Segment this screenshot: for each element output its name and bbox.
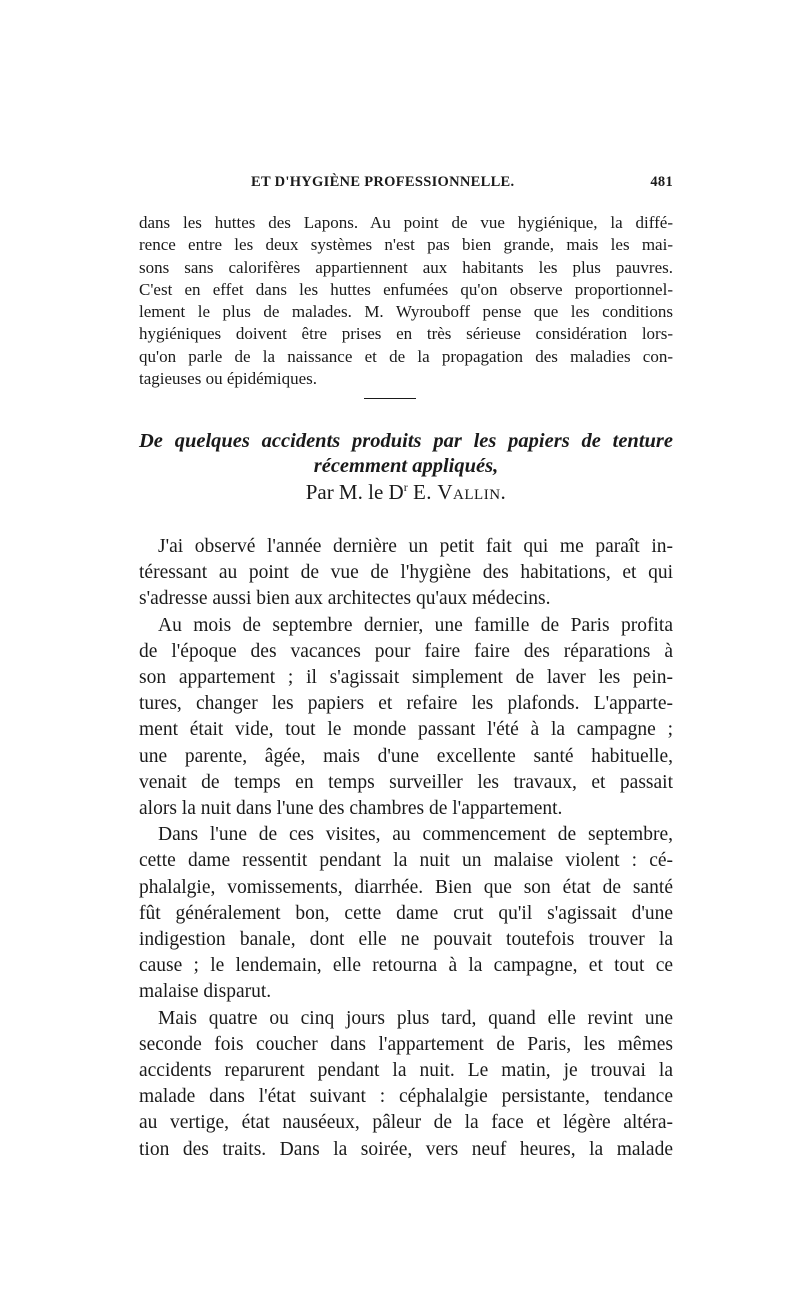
paragraph xyxy=(139,822,673,1005)
text-line: malaise disparut. xyxy=(139,981,272,1003)
text-line: J'ai observé l'année dernière un petit fait qui me paraît in- xyxy=(158,536,673,557)
text-line: C'est en effet dans les huttes enfumées qu'on observe proportionnel- xyxy=(139,279,673,299)
text-line: venait de temps en temps surveiller les travaux, et passait xyxy=(139,771,673,793)
text-line: Dans l'une de ces visites, au commencement de septembre, xyxy=(158,824,673,846)
text-line: tion des traits. Dans la soirée, vers neuf heures, la malade xyxy=(139,1138,673,1160)
text-line: s'adresse aussi bien aux architectes qu'aux médecins. xyxy=(139,588,551,610)
article-body xyxy=(139,534,673,1163)
article-byline xyxy=(139,480,673,505)
text-line: qu'on parle de la naissance et de la propagation des maladies con- xyxy=(139,346,673,366)
paragraph xyxy=(139,534,673,613)
article-title-line: récemment appliqués, xyxy=(313,455,499,477)
text-line: phalalgie, vomissements, diarrhée. Bien que son état de santé xyxy=(139,876,673,898)
author-name: E. Vallin. xyxy=(412,480,507,504)
text-line: une parente, âgée, mais d'une excellente santé habituelle, xyxy=(139,745,673,767)
text-line: indigestion banale, dont elle ne pouvait toutefois trouver la xyxy=(139,929,673,951)
text-line: fût généralement bon, cette dame crut qu'il s'agissait d'une xyxy=(139,902,673,924)
text-line: cause ; le lendemain, elle retourna à la campagne, et tout ce xyxy=(139,955,673,977)
text-line: lement le plus de malades. M. Wyrouboff pense que les conditions xyxy=(139,302,673,322)
text-line: Mais quatre ou cinq jours plus tard, quand elle revint une xyxy=(158,1007,673,1029)
page-number: 481 xyxy=(650,174,673,190)
text-line: alors la nuit dans l'une des chambres de l'appartement. xyxy=(139,798,563,820)
text-line: seconde fois coucher dans l'appartement de Paris, les mêmes xyxy=(139,1033,673,1055)
text-line: malade dans l'état suivant : céphalalgie persistante, tendance xyxy=(139,1086,673,1108)
byline-superscript: r xyxy=(403,480,408,494)
article-title-line: De quelques accidents produits par les papiers de tenture xyxy=(139,430,673,452)
byline-prefix: Par M. le D xyxy=(305,480,404,504)
text-line: tagieuses ou épidémiques. xyxy=(139,369,317,389)
text-line: cette dame ressentit pendant la nuit un malaise violent : cé- xyxy=(139,850,673,872)
text-line: rence entre les deux systèmes n'est pas bien grande, mais les mai- xyxy=(139,235,673,255)
section-divider xyxy=(364,398,416,399)
text-line: Au mois de septembre dernier, une famille de Paris profita xyxy=(158,614,673,636)
text-line: sons sans calorifères appartiennent aux habitants les plus pauvres. xyxy=(139,257,673,277)
text-line: son appartement ; il s'agissait simplement de laver les pein- xyxy=(139,667,673,689)
text-line: de l'époque des vacances pour faire faire des réparations à xyxy=(139,640,673,662)
text-line: au vertige, état nauséeux, pâleur de la face et légère altéra- xyxy=(139,1112,673,1134)
running-head-title: ET D'HYGIÈNE PROFESSIONNELLE. xyxy=(251,174,515,190)
paragraph xyxy=(139,1006,673,1163)
text-line: hygiéniques doivent être prises en très sérieuse considération lors- xyxy=(139,324,673,344)
text-line: tures, changer les papiers et refaire les plafonds. L'apparte- xyxy=(139,693,673,715)
text-line: accidents reparurent pendant la nuit. Le matin, je trouvai la xyxy=(139,1060,673,1082)
text-line: téressant au point de vue de l'hygiène des habitations, et qui xyxy=(139,562,673,584)
article-title xyxy=(139,430,673,478)
paragraph xyxy=(139,613,673,823)
text-line: ment était vide, tout le monde passant l'été à la campagne ; xyxy=(139,719,673,741)
text-line: dans les huttes des Lapons. Au point de vue hygiénique, la diffé- xyxy=(139,213,673,232)
previous-article-ending xyxy=(139,212,673,390)
